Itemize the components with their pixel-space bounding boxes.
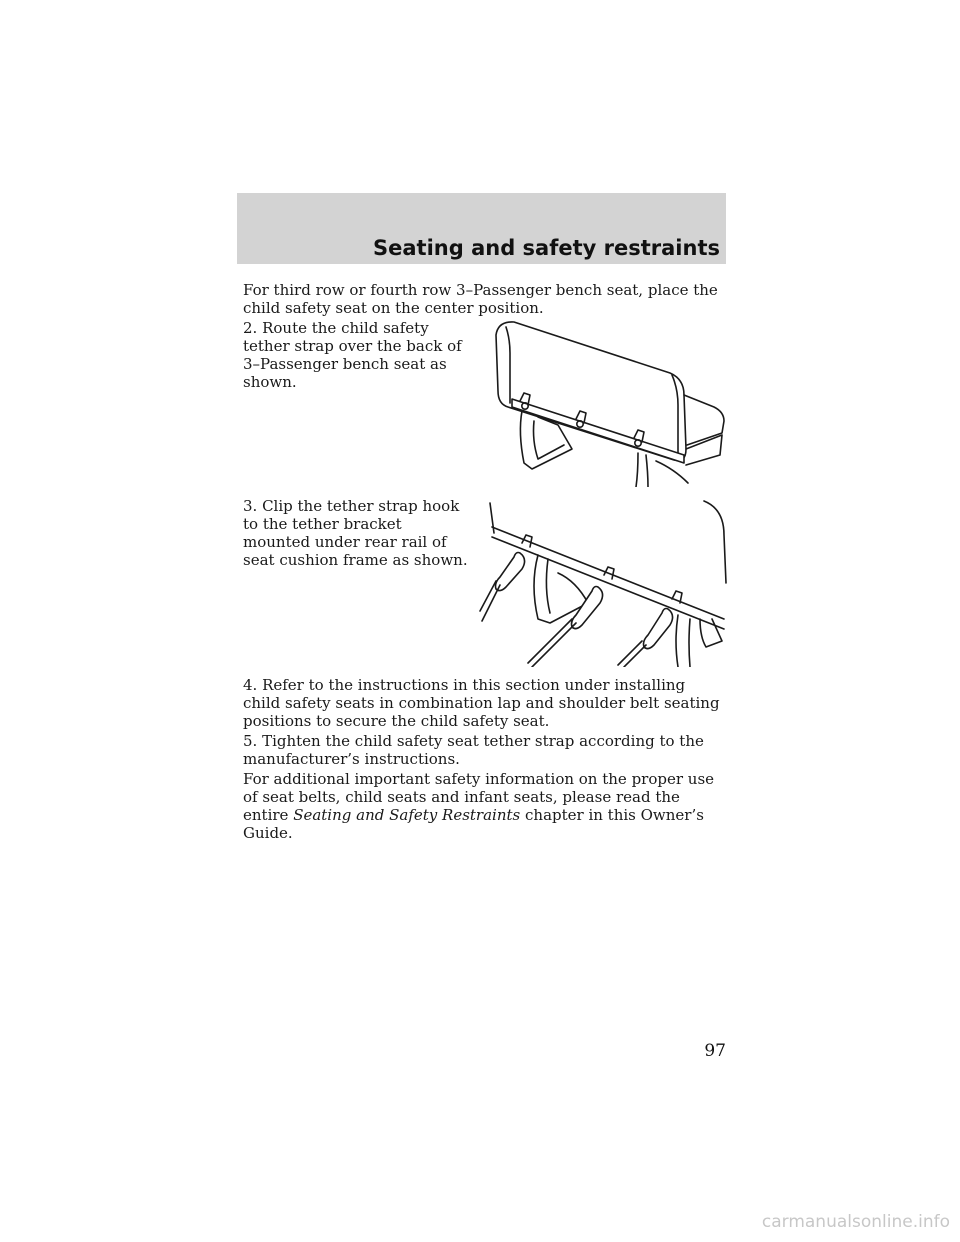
safety-info-text-start: For additional important safety information on the proper use of seat belts, child seats and infant seats, please read the entire: [243, 770, 715, 824]
bench-seat-illustration: [488, 313, 726, 487]
step-4-paragraph: 4. Refer to the instructions in this section under installing child safety seats in combination lap and shoulder belt seating positions to secure the child safety seat.: [243, 676, 720, 730]
section-title: Seating and safety restraints: [373, 236, 720, 260]
site-watermark[interactable]: carmanualsonline.info: [761, 1212, 950, 1232]
safety-info-paragraph: [243, 770, 725, 842]
step-3-paragraph: 3. Clip the tether strap hook to the tether bracket mounted under rear rail of seat cushion frame as shown.: [243, 497, 468, 569]
page-number: 97: [704, 1041, 726, 1061]
safety-info-text-end: chapter in this Owner’s Guide.: [243, 806, 704, 842]
intro-paragraph: For third row or fourth row 3–Passenger bench seat, place the child safety seat on the center position.: [243, 281, 718, 317]
section-header-band: [237, 193, 726, 264]
tether-hook-illustration: [478, 495, 728, 667]
step-2-paragraph: 2. Route the child safety tether strap over the back of 3–Passenger bench seat as shown.: [243, 319, 462, 391]
chapter-reference: Seating and Safety Restraints: [293, 806, 521, 824]
step-5-paragraph: 5. Tighten the child safety seat tether strap according to the manufacturer’s instructions.: [243, 732, 704, 768]
